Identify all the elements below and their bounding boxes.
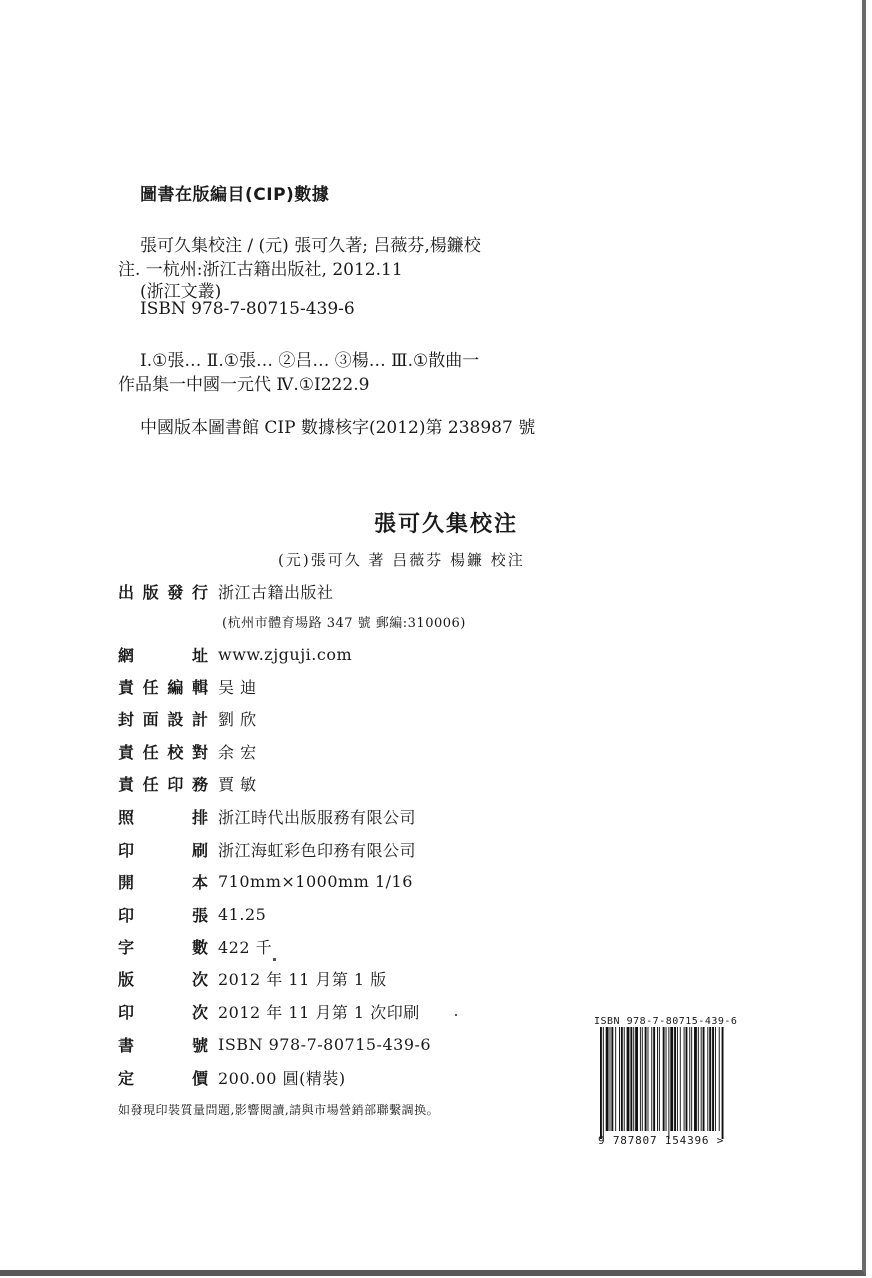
colophon-label-char: 任	[142, 677, 159, 697]
colophon-label-char: 任	[142, 742, 159, 762]
colophon-value: 浙江古籍出版社	[218, 582, 334, 602]
barcode-bar	[630, 1027, 632, 1131]
colophon-label-char: 排	[191, 807, 208, 827]
barcode-bar	[686, 1027, 688, 1131]
barcode-bar	[719, 1027, 720, 1131]
colophon-value: 余 宏	[218, 742, 257, 762]
barcode-bar	[670, 1027, 673, 1131]
colophon-label-char: 編	[167, 677, 184, 697]
colophon-label-char: 責	[118, 774, 135, 794]
colophon-label	[118, 1000, 208, 1023]
colophon-value: 2012 年 11 月第 1 次印刷	[218, 1002, 420, 1022]
book-title: 張可久集校注	[373, 512, 518, 537]
colophon-label	[118, 772, 208, 795]
barcode-bar	[709, 1027, 711, 1131]
colophon-label-char: 設	[167, 709, 184, 729]
barcode-bar	[666, 1027, 667, 1131]
colophon-value: 吴 迪	[218, 677, 257, 697]
colophon-label-char: 書	[118, 1035, 135, 1055]
colophon-row	[118, 739, 257, 763]
colophon-label	[118, 903, 208, 926]
colophon-label	[118, 838, 208, 861]
colophon-label-char: 網	[118, 645, 135, 665]
barcode-bar	[640, 1027, 641, 1131]
colophon-label-char: 版	[118, 969, 135, 989]
barcode-bar	[642, 1027, 643, 1131]
colophon-label-char: 字	[118, 937, 135, 957]
barcode-bar	[677, 1027, 678, 1131]
colophon-label-char: 照	[118, 807, 135, 827]
colophon-label-char: 責	[118, 677, 135, 697]
barcode-bar	[668, 1027, 669, 1139]
colophon-label-char: 開	[118, 872, 135, 892]
cip-line-classification-cont: 作品集一中國一元代 Ⅳ.①I222.9	[118, 375, 370, 395]
barcode-bar	[703, 1027, 705, 1131]
barcode-bar	[600, 1027, 602, 1139]
colophon-label-char: 務	[191, 774, 208, 794]
colophon-label	[118, 870, 208, 893]
barcode-bar	[603, 1027, 604, 1139]
colophon-label	[118, 740, 208, 763]
colophon-label-char: 號	[191, 1035, 208, 1055]
barcode-bar	[674, 1027, 676, 1131]
colophon-label	[118, 1066, 208, 1089]
barcode-bar	[610, 1027, 611, 1131]
colophon-value: 2012 年 11 月第 1 版	[218, 969, 387, 989]
barcode-bar	[645, 1027, 647, 1131]
barcode-bar	[659, 1027, 660, 1131]
colophon-value: 劉 欣	[218, 709, 257, 729]
barcode-isbn-text: ISBN 978-7-80715-439-6	[594, 1016, 738, 1027]
print-speck	[273, 958, 276, 961]
colophon-label	[118, 967, 208, 990]
barcode-bar	[619, 1027, 620, 1131]
colophon-label	[118, 643, 208, 666]
colophon-label-char: 次	[191, 1002, 208, 1022]
barcode-bar	[680, 1027, 681, 1131]
colophon-row	[118, 1065, 346, 1089]
colophon-label-char: 任	[142, 774, 159, 794]
colophon-row	[118, 934, 272, 958]
colophon-row	[118, 642, 352, 666]
barcode-bar	[694, 1027, 697, 1131]
barcode-bar	[648, 1027, 649, 1131]
colophon-label-char: 行	[191, 582, 208, 602]
colophon-label-char: 印	[118, 1002, 135, 1022]
barcode-bar	[611, 1027, 613, 1131]
colophon-row	[118, 966, 387, 990]
colophon-value: 賈 敏	[218, 774, 257, 794]
colophon-label-char: 址	[191, 645, 208, 665]
colophon-label-char: 輯	[191, 677, 208, 697]
colophon-label	[118, 675, 208, 698]
colophon-label-char: 張	[191, 905, 208, 925]
colophon-value: 浙江海虹彩色印務有限公司	[218, 840, 417, 860]
colophon-label-char: 對	[191, 742, 208, 762]
cip-line-series: (浙江文叢)	[140, 282, 222, 302]
barcode-bar	[715, 1027, 716, 1131]
colophon-label	[118, 805, 208, 828]
colophon-label-char: 發	[167, 582, 184, 602]
barcode-bar	[606, 1027, 609, 1131]
colophon-row	[118, 579, 334, 603]
colophon-row	[118, 837, 416, 861]
colophon-label	[118, 580, 208, 603]
barcode-bar	[691, 1027, 692, 1131]
colophon-label-char: 印	[118, 840, 135, 860]
colophon-row	[118, 869, 413, 893]
colophon-value: ISBN 978-7-80715-439-6	[218, 1034, 432, 1054]
colophon-label-char: 刷	[191, 840, 208, 860]
colophon-label-char: 定	[118, 1068, 135, 1088]
colophon-label-char: 計	[191, 709, 208, 729]
barcode-bar	[689, 1027, 690, 1131]
colophon-label-char: 出	[118, 582, 135, 602]
colophon-value: 422 千	[218, 937, 273, 957]
barcode-bar	[635, 1027, 638, 1131]
book-authors: (元)張可久 著 吕薇芬 楊鐮 校注	[278, 551, 525, 569]
barcode-bar	[633, 1027, 634, 1131]
colophon-label-char: 數	[191, 937, 208, 957]
colophon-label-char: 面	[142, 709, 159, 729]
quality-notice: 如發現印裝質量問題,影響閱讀,請與市場營銷部聯繫調换。	[118, 1103, 440, 1117]
cip-line-classification: Ⅰ.①張… Ⅱ.①張… ②吕… ③楊… Ⅲ.①散曲一	[140, 351, 480, 371]
colophon-label	[118, 935, 208, 958]
colophon-label-char: 價	[191, 1068, 208, 1088]
cip-heading: 圖書在版編目(CIP)數據	[140, 185, 330, 205]
barcode-bar	[712, 1027, 714, 1131]
colophon-label-char: 本	[191, 872, 208, 892]
colophon-row	[118, 674, 257, 698]
barcode-bar	[701, 1027, 702, 1131]
barcode-bar	[684, 1027, 685, 1131]
colophon-label-char: 版	[142, 582, 159, 602]
barcode-bar	[653, 1027, 655, 1131]
colophon-value: 710mm×1000mm 1/16	[218, 871, 413, 891]
colophon-label-char: 印	[167, 774, 184, 794]
colophon-row	[118, 804, 416, 828]
colophon-value: 浙江時代出版服務有限公司	[218, 807, 417, 827]
cip-line-title: 張可久集校注 / (元) 張可久著; 吕薇芬,楊鐮校	[140, 236, 481, 256]
colophon-row	[118, 902, 266, 926]
colophon-row	[118, 999, 420, 1023]
barcode-bar	[663, 1027, 665, 1131]
colophon-row	[118, 1032, 431, 1056]
barcode-bar	[651, 1027, 652, 1131]
isbn-barcode	[598, 1027, 754, 1139]
barcode-bar	[707, 1027, 708, 1131]
publisher-address: (杭州市體育場路 347 號 郵編:310006)	[222, 616, 466, 631]
colophon-label-char: 封	[118, 709, 135, 729]
barcode-bar	[627, 1027, 630, 1131]
barcode-bar	[657, 1027, 658, 1131]
print-speck	[455, 1014, 457, 1016]
cip-line-record-number: 中國版本圖書館 CIP 數據核字(2012)第 238987 號	[140, 418, 536, 438]
colophon-value: www.zjguji.com	[218, 644, 353, 664]
colophon-row	[118, 706, 257, 730]
colophon-label-char: 責	[118, 742, 135, 762]
colophon-label-char: 印	[118, 905, 135, 925]
barcode-bar	[615, 1027, 616, 1131]
cip-line-isbn: ISBN 978-7-80715-439-6	[140, 299, 355, 319]
colophon-row	[118, 771, 257, 795]
colophon-value: 41.25	[218, 904, 267, 924]
colophon-value: 200.00 圓(精裝)	[218, 1068, 346, 1088]
colophon-label-char: 校	[167, 742, 184, 762]
barcode-bar	[698, 1027, 699, 1131]
cip-line-publisher: 注. 一杭州:浙江古籍出版社, 2012.11	[118, 260, 403, 280]
colophon-label	[118, 1033, 208, 1056]
colophon-label-char: 次	[191, 969, 208, 989]
barcode-bar	[624, 1027, 625, 1131]
barcode-bar	[621, 1027, 623, 1131]
barcode-bar	[722, 1027, 724, 1139]
barcode-digits: 9 787807 154396 >	[598, 1134, 725, 1147]
colophon-label	[118, 707, 208, 730]
